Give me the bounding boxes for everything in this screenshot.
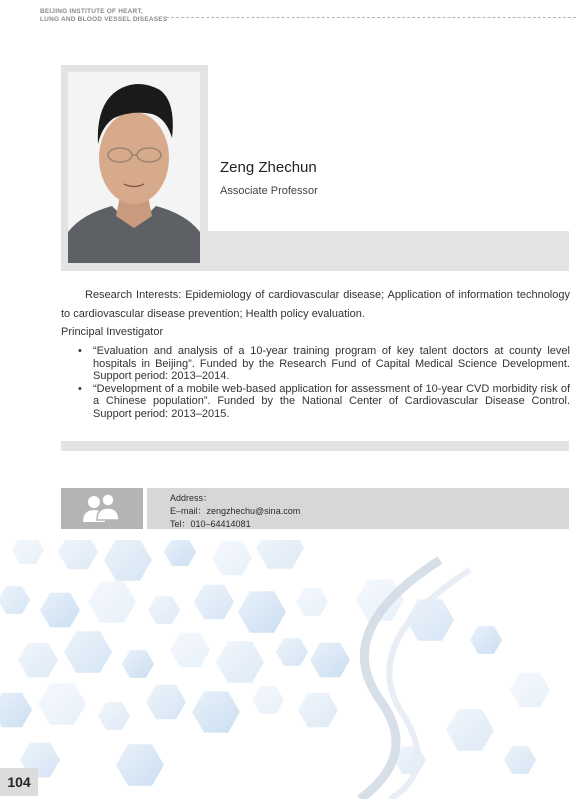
hexagon-shape xyxy=(122,650,154,678)
hexagon-shape xyxy=(252,686,284,714)
contact-address: Address： xyxy=(170,493,213,503)
grant-text: “Development of a mobile web-based application for assessment of 10-year CVD morbidity risk of a Chinese population”. Funded by the National Center of Cardiovascular Disease Control. Support period: 2013–2015. xyxy=(93,382,570,420)
header-org-line1: BEIJING INSTITUTE OF HEART, xyxy=(40,8,143,15)
hexagon-shape xyxy=(446,709,494,751)
hexagon-shape xyxy=(88,581,136,623)
profile-photo xyxy=(68,72,200,263)
hexagon-shape xyxy=(238,591,286,633)
hexagon-shape xyxy=(470,626,502,654)
contact-email: E–mail：zengzhechu@sina.com xyxy=(170,506,301,516)
section-divider xyxy=(61,441,569,451)
hexagon-shape xyxy=(146,685,186,720)
grant-list xyxy=(76,345,570,420)
hexagon-shape xyxy=(192,691,240,733)
hexagon-shape xyxy=(64,631,112,673)
bullet: • xyxy=(78,345,82,357)
contact-icon-box xyxy=(61,488,143,529)
bullet: • xyxy=(78,382,82,395)
grant-item xyxy=(76,345,570,383)
hexagon-shape xyxy=(58,540,98,569)
hexagon-shape xyxy=(212,541,252,576)
hexagon-shape xyxy=(296,588,328,616)
header-org-line2: LUNG AND BLOOD VESSEL DISEASES xyxy=(40,16,168,23)
profile-name: Zeng Zhechun xyxy=(220,159,317,176)
grant-text: “Evaluation and analysis of a 10-year training program of key talent doctors at county level hospitals in Beijing”. Funded by the Research Fund of Capital Medical Science Development. Support period: 2013–2014. xyxy=(93,345,570,382)
hexagon-shape xyxy=(310,643,350,678)
hexagon-shape xyxy=(116,744,164,786)
name-bar xyxy=(208,231,569,271)
hexagon-shape xyxy=(216,641,264,683)
hexagon-shape xyxy=(98,702,130,730)
hexagon-shape xyxy=(104,540,152,581)
hexagon-shape xyxy=(504,746,536,774)
hexagon-shape xyxy=(194,585,234,620)
hexagon-shape xyxy=(0,693,32,728)
people-icon xyxy=(61,488,143,529)
hexagon-shape xyxy=(0,586,30,614)
header-dashed-rule xyxy=(166,17,576,18)
profile-title: Associate Professor xyxy=(220,185,318,197)
page-number: 104 xyxy=(0,768,38,796)
hexagon-shape xyxy=(298,693,338,728)
principal-investigator-label: Principal Investigator xyxy=(61,326,164,338)
hexagon-shape xyxy=(148,596,180,624)
hexagon-shape xyxy=(18,643,58,678)
hexagon-dna-decoration xyxy=(0,540,583,799)
hexagon-shape xyxy=(276,638,308,666)
header-organization xyxy=(40,8,167,24)
hexagon-shape xyxy=(170,633,210,668)
research-interests: Research Interests: Epidemiology of cardiovascular disease; Application of information technology to cardiovascular disease prevention; Health policy evaluation. xyxy=(61,289,570,320)
hexagon-shape xyxy=(40,593,80,628)
hexagon-shape xyxy=(256,540,304,569)
hexagon-shape xyxy=(164,540,196,566)
grant-item xyxy=(76,383,570,421)
hexagon-shape xyxy=(38,683,86,725)
hexagon-shape xyxy=(510,673,550,708)
hexagon-shape xyxy=(12,540,44,564)
contact-tel: Tel：010–64414081 xyxy=(170,519,251,529)
